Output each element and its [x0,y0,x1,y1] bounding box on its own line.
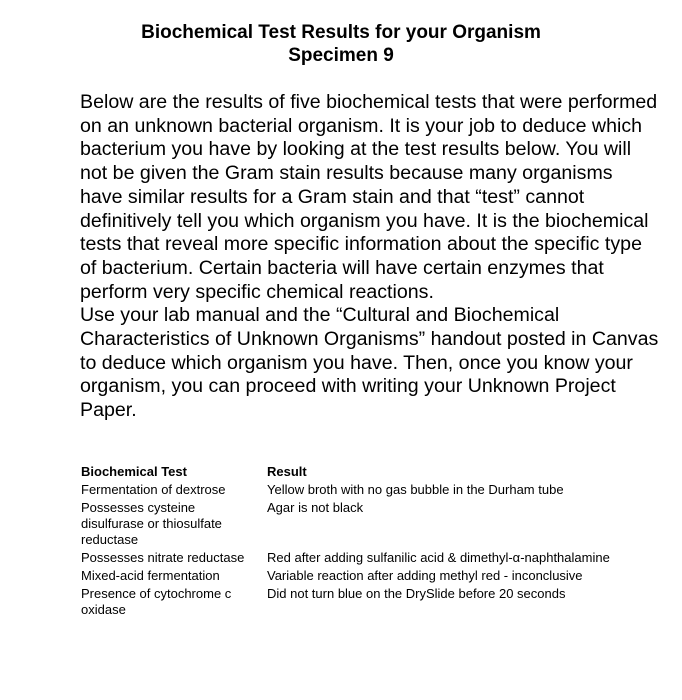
result-cell: Variable reaction after adding methyl red - inconclusive [267,568,583,583]
intro-paragraph-1: Below are the results of five biochemical tests that were performed on an unknown bacterial organism. It is your job to deduce which bacterium you have by looking at the test results below. You will not be given the Gram stain results because many organisms have similar results for a Gram stain and that “test” cannot definitively tell you which organism you have. It is the biochemical tests that reveal more specific information about the specific type of bacterium. Certain bacteria will have certain enzymes that perform very specific chemical reactions. [80,91,658,303]
table-row [81,482,641,500]
table-row [81,500,641,550]
intro-paragraph-2: Use your lab manual and the “Cultural and Biochemical Characteristics of Unknown Organisms” handout posted in Canvas to deduce which organism you have. Then, once you know your organism, you can proceed with writing your Unknown Project Paper. [80,304,659,422]
result-cell: Yellow broth with no gas bubble in the Durham tube [267,482,564,497]
table-row [81,586,641,620]
test-name-cell: Mixed-acid fermentation [81,568,220,583]
result-cell: Red after adding sulfanilic acid & dimethyl-α-naphthalamine [267,550,610,565]
title-line-2: Specimen 9 [288,45,394,66]
test-name-cell: Possesses cysteine disulfurase or thiosulfate reductase [81,500,222,547]
result-cell: Did not turn blue on the DrySlide before 20 seconds [267,586,566,601]
results-table [81,464,641,620]
title-line-1: Biochemical Test Results for your Organism [141,22,541,43]
test-name-cell: Fermentation of dextrose [81,482,226,497]
header-biochemical-test: Biochemical Test [81,464,187,479]
header-result: Result [267,464,307,479]
page-title [0,21,682,67]
table-row [81,568,641,586]
table-row [81,550,641,568]
test-name-cell: Possesses nitrate reductase [81,550,245,565]
table-header-row [81,464,641,482]
test-name-cell: Presence of cytochrome c oxidase [81,586,232,617]
result-cell: Agar is not black [267,500,364,515]
intro-text [80,91,660,423]
